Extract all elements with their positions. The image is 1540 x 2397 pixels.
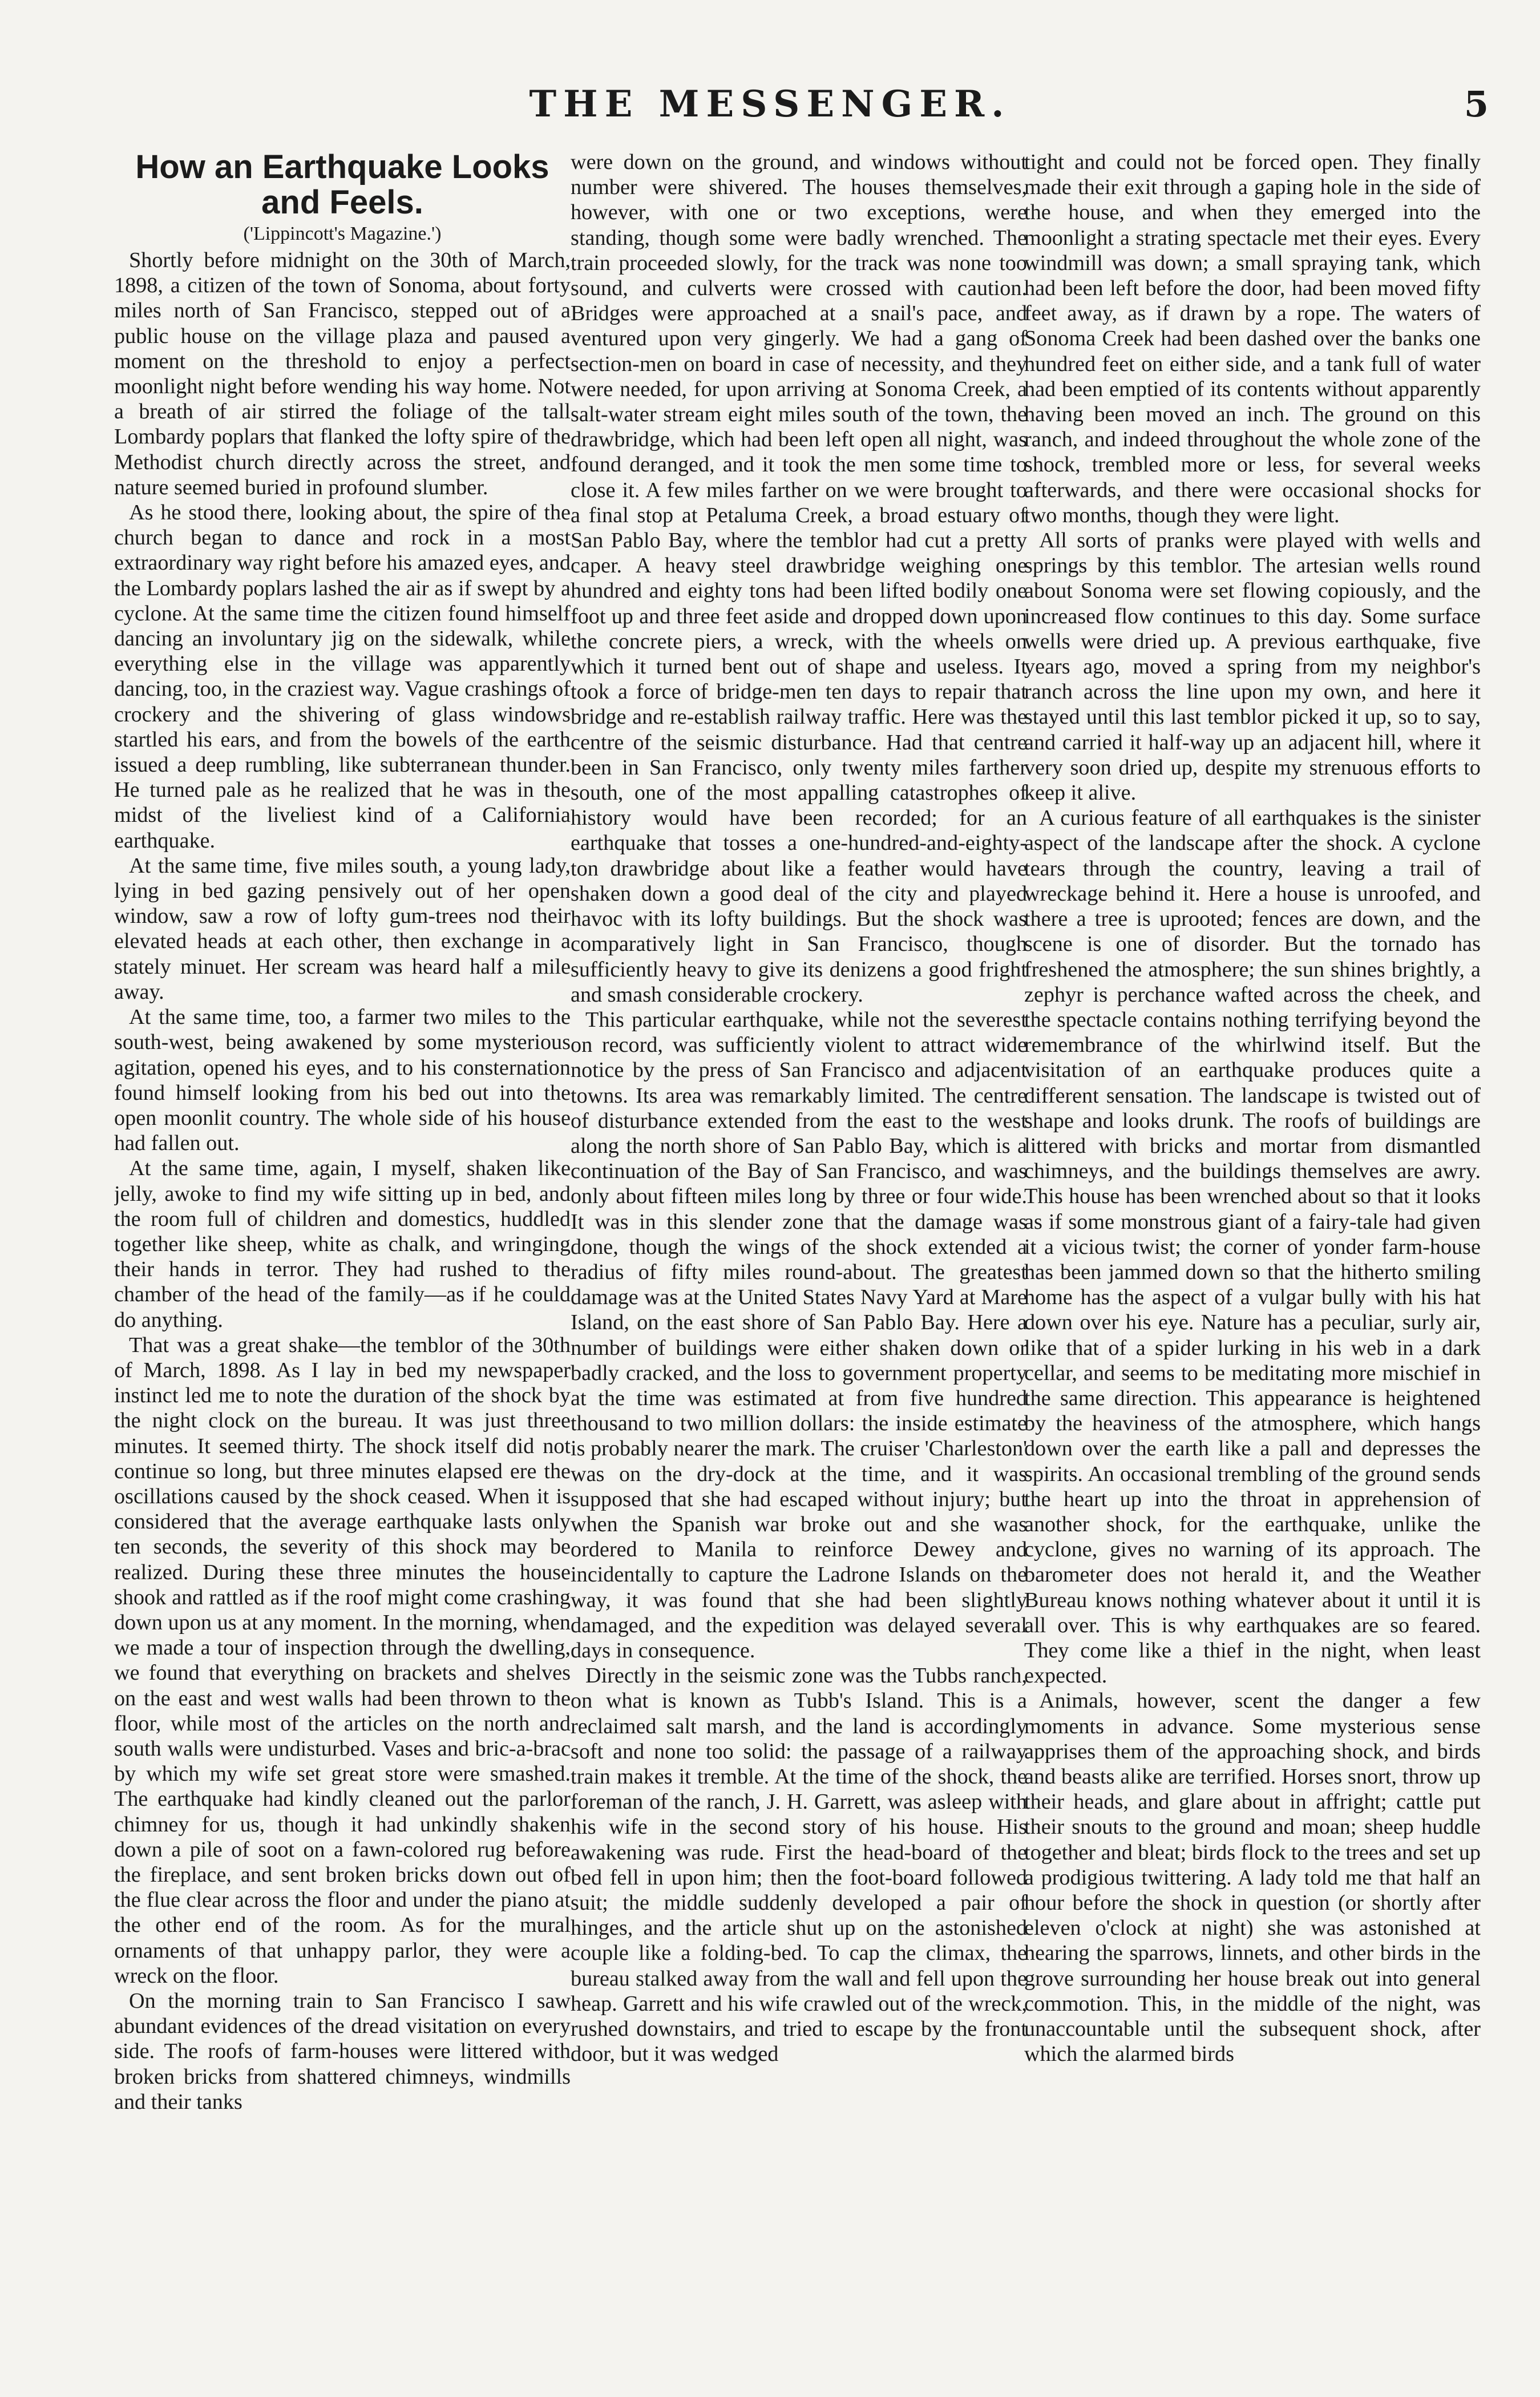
paragraph: On the morning train to San Francisco I saw abundant evidences of the dread visitation on every side. The roofs of farm-houses were littered with broken bricks from shattered chimneys, windmills and their tanks (114, 1989, 571, 2114)
paragraph: At the same time, again, I myself, shaken like jelly, awoke to find my wife sitting up in bed, and the room full of children and domestics, huddled together like sheep, white as chalk, and wringing their hands in terror. They had rushed to the chamber of the head of the family—as if he could do anything. (114, 1156, 571, 1332)
paragraph: At the same time, five miles south, a young lady, lying in bed gazing pensively out of her open window, saw a row of lofty gum-trees nod their elevated heads at each other, then exchange in a stately minuet. Her scream was heard half a mile away. (114, 853, 571, 1004)
paragraph: were down on the ground, and windows without number were shivered. The houses themselves, however, with one or two exceptions, were standing, though some were badly wrenched. The train proceeded slowly, for the track was none too sound, and culverts were crossed with caution. Bridges were approached at a snail's pace, and ventured upon very gingerly. We had a gang of section-men on board in case of necessity, and they were needed, for upon arriving at Sonoma Creek, a salt-water stream eight miles south of the town, the drawbridge, which had been left open all night, was found deranged, and it took the men some time to close it. A few miles farther on we were brought to a final stop at Petaluma Creek, a broad estuary of San Pablo Bay, where the temblor had cut a pretty caper. A heavy steel drawbridge weighing one hundred and eighty tons had been lifted bodily one foot up and three feet aside and dropped down upon the concrete piers, a wreck, with the wheels on which it turned bent out of shape and useless. It took a force of bridge-men ten days to repair that bridge and re-establish railway traffic. Here was the centre of the seismic disturbance. Had that centre been in San Francisco, only twenty miles farther south, one of the most appalling catastrophes of history would have been recorded; for an earthquake that tosses a one-hundred-and-eighty-ton drawbridge about like a feather would have shaken down a good deal of the city and played havoc with its lofty buildings. But the shock was comparatively light in San Francisco, though sufficiently heavy to give its denizens a good fright and smash considerable crockery. (571, 150, 1027, 1007)
paragraph: A curious feature of all earthquakes is the sinister aspect of the landscape after the shock. A cyclone tears through the country, leaving a trail of wreckage behind it. Here a house is unroofed, and there a tree is uprooted; fences are down, and the scene is one of disorder. But the tornado has freshened the atmosphere; the sun shines brightly, a zephyr is perchance wafted across the cheek, and the spectacle contains nothing terrifying beyond the remembrance of the whirlwind itself. But the visitation of an earthquake produces quite a different sensation. The landscape is twisted out of shape and looks drunk. The roofs of buildings are littered with bricks and mortar from dismantled chimneys, and the buildings themselves are awry. This house has been wrenched about so that it looks as if some monstrous giant of a fairy-tale had given it a vicious twist; the corner of yonder farm-house has been jammed down so that the hitherto smiling home has the aspect of a vulgar bully with his hat down over his eye. Nature has a peculiar, surly air, like that of a spider lurking in his web in a dark cellar, and seems to be meditating more mischief in the same direction. This appearance is heightened by the heaviness of the atmosphere, which hangs down over the earth like a pall and depresses the spirits. An occasional trembling of the ground sends the heart up into the throat in apprehension of another shock, for the earthquake, unlike the cyclone, gives no warning of its approach. The barometer does not herald it, and the Weather Bureau knows nothing whatever about it until it is all over. This is why earthquakes are so feared. They come like a thief in the night, when least expected. (1024, 806, 1481, 1688)
article-title: How an Earthquake Looks and Feels. (135, 150, 549, 221)
page-header (0, 79, 1540, 142)
paragraph: Directly in the seismic zone was the Tubbs ranch, on what is known as Tubb's Island. This is a reclaimed salt marsh, and the land is accordingly soft and none too solid: the passage of a railway train makes it tremble. At the time of the shock, the foreman of the ranch, J. H. Garrett, was asleep with his wife in the second story of his house. His awakening was rude. First the head-board of the bed fell in upon him; then the foot-board followed suit; the middle suddenly developed a pair of hinges, and the article shut up on the astonished couple like a folding-bed. To cap the climax, the bureau stalked away from the wall and fell upon the heap. Garrett and his wife crawled out of the wreck, rushed downstairs, and tried to escape by the front door, but it was wedged (571, 1664, 1027, 2067)
article-source: ('Lippincott's Magazine.') (243, 223, 442, 244)
paragraph: All sorts of pranks were played with wells and springs by this temblor. The artesian wells round about Sonoma were set flowing copiously, and the increased flow continues to this day. Some surface wells were dried up. A previous earthquake, five years ago, moved a spring from my neighbor's ranch across the line upon my own, and here it stayed until this last temblor picked it up, so to say, and carried it half-way up an adjacent hill, where it very soon dried up, despite my strenuous efforts to keep it alive. (1024, 528, 1481, 805)
paragraph: At the same time, too, a farmer two miles to the south-west, being awakened by some mysterious agitation, opened his eyes, and to his consternation found himself looking from his bed out into the open moonlit country. The whole side of his house had fallen out. (114, 1005, 571, 1156)
masthead-title: THE MESSENGER. (529, 83, 1011, 126)
text-column-3 (1024, 150, 1481, 2375)
paragraph: That was a great shake—the temblor of the 30th of March, 1898. As I lay in bed my newspaper instinct led me to note the duration of the shock by the night clock on the bureau. It was just three minutes. It seemed thirty. The shock itself did not continue so long, but three minutes elapsed ere the oscillations caused by the shock ceased. When it is considered that the average earthquake lasts only ten seconds, the severity of this shock may be realized. During these three minutes the house shook and rattled as if the roof might come crashing down upon us at any moment. In the morning, when we made a tour of inspection through the dwelling, we found that everything on brackets and shelves on the east and west walls had been thrown to the floor, while most of the articles on the north and south walls were undisturbed. Vases and bric-a-brac by which my wife set great store were smashed. The earthquake had kindly cleaned out the parlor chimney for us, though it had unkindly shaken down a pile of soot on a fawn-colored rug before the fireplace, and sent broken bricks down out of the flue clear across the floor and under the piano at the other end of the room. As for the mural ornaments of that unhappy parlor, they were a wreck on the floor. (114, 1333, 571, 1988)
paragraph: As he stood there, looking about, the spire of the church began to dance and rock in a most extraordinary way right before his amazed eyes, and the Lombardy poplars lashed the air as if swept by a cyclone. At the same time the citizen found himself dancing an involuntary jig on the sidewalk, while everything else in the village was apparently dancing, too, in the craziest way. Vague crashings of crockery and the shivering of glass windows startled his ears, and from the bowels of the earth issued a deep rumbling, like subterranean thunder. He turned pale as he realized that he was in the midst of the liveliest kind of a California earthquake. (114, 501, 571, 853)
page-number: 5 (1464, 83, 1489, 125)
paragraph: This particular earthquake, while not the severest on record, was sufficiently violent to attract wide notice by the press of San Francisco and adjacent towns. Its area was remarkably limited. The centre of disturbance extended from the east to the west along the north shore of San Pablo Bay, which is a continuation of the Bay of San Francisco, and was only about fifteen miles long by three or four wide. It was in this slender zone that the damage was done, though the wings of the shock extended a radius of fifty miles round-about. The greatest damage was at the United States Navy Yard at Mare Island, on the east shore of San Pablo Bay. Here a number of buildings were either shaken down or badly cracked, and the loss to government property at the time was estimated at from five hundred thousand to two million dollars: the inside estimate is probably nearer the mark. The cruiser 'Charleston' was on the dry-dock at the time, and it was supposed that she had escaped without injury; but when the Spanish war broke out and she was ordered to Manila to reinforce Dewey and incidentally to capture the Ladrone Islands on the way, it was found that she had been slightly damaged, and the expedition was delayed several days in consequence. (571, 1007, 1027, 1662)
paragraph: Animals, however, scent the danger a few moments in advance. Some mysterious sense apprises them of the approaching shock, and birds and beasts alike are terrified. Horses snort, throw up their heads, and glare about in affright; cattle put their snouts to the ground and moan; sheep huddle together and bleat; birds flock to the trees and set up a prodigious twittering. A lady told me that half an hour before the shock in question (or shortly after eleven o'clock at night) she was astonished at hearing the sparrows, linnets, and other birds in the grove surrounding her house break out into general commotion. This, in the middle of the night, was unaccountable until the subsequent shock, after which the alarmed birds (1024, 1689, 1481, 2067)
text-column-1 (114, 150, 571, 2375)
paragraph: tight and could not be forced open. They finally made their exit through a gaping hole in the side of the house, and when they emerged into the moonlight a strating spectacle met their eyes. Every windmill was down; a small spraying tank, which had been left before the door, had been moved fifty feet away, as if drawn by a rope. The waters of Sonoma Creek had been dashed over the banks one hundred feet on either side, and a tank full of water had been emptied of its contents without apparently having been moved an inch. The ground on this ranch, and indeed throughout the whole zone of the shock, trembled more or less, for several weeks afterwards, and there were occasional shocks for two months, though they were light. (1024, 150, 1481, 527)
text-column-2 (571, 150, 1027, 2375)
paragraph: Shortly before midnight on the 30th of March, 1898, a citizen of the town of Sonoma, about forty miles north of San Francisco, stepped out of a public house on the village plaza and paused a moment on the threshold to enjoy a perfect moonlight night before wending his way home. Not a breath of air stirred the foliage of the tall Lombardy poplars that flanked the lofty spire of the Methodist church directly across the street, and nature seemed buried in profound slumber. (114, 248, 571, 499)
